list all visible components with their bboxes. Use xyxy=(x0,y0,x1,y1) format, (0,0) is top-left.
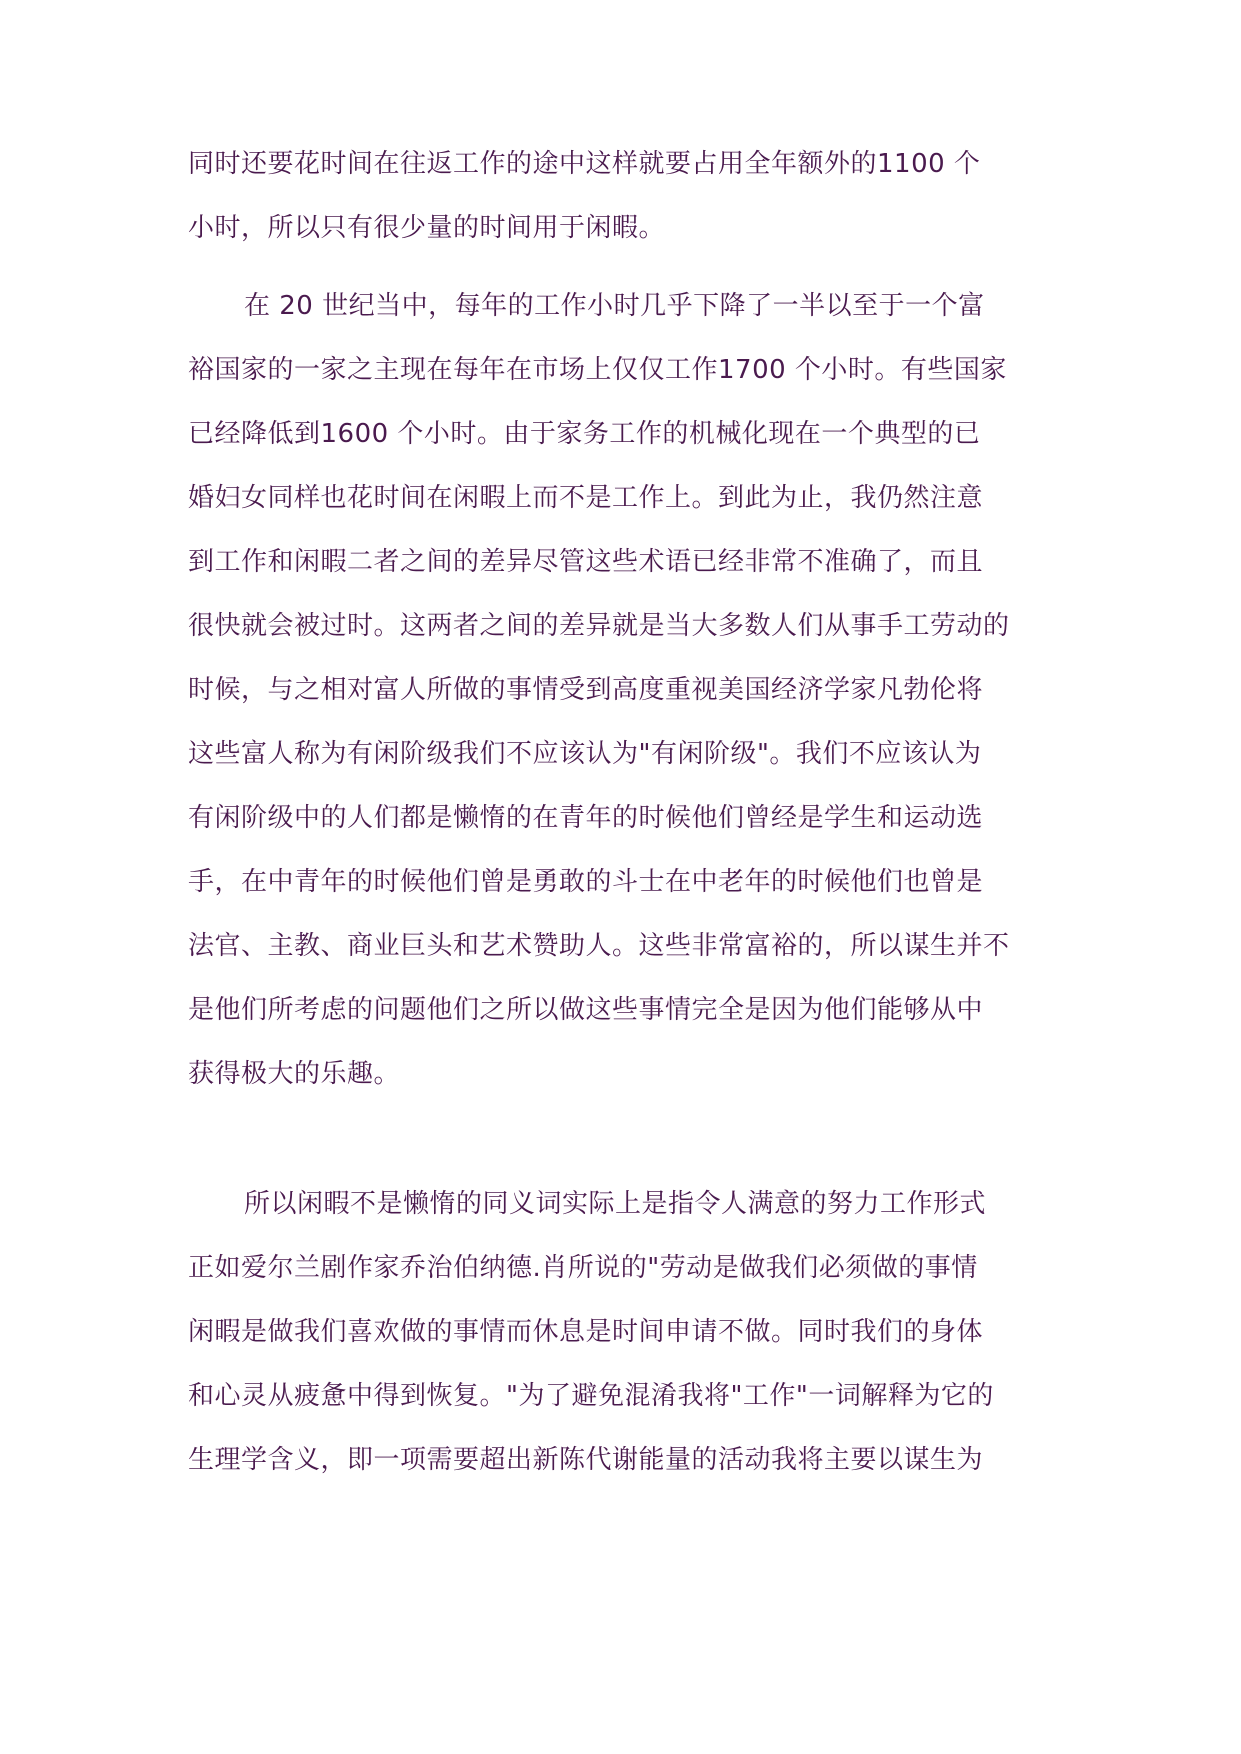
text-line: 同时还要花时间在往返工作的途中这样就要占用全年额外的1100 个 xyxy=(188,149,981,179)
paragraph-2 xyxy=(188,274,1068,1106)
text-line: 有闲阶级中的人们都是懒惰的在青年的时候他们曾经是学生和运动选 xyxy=(188,803,984,833)
text-line: 正如爱尔兰剧作家乔治伯纳德.肖所说的"劳动是做我们必须做的事情 xyxy=(188,1253,978,1283)
text-line: 在 20 世纪当中，每年的工作小时几乎下降了一半以至于一个富 xyxy=(244,291,985,321)
text-line: 很快就会被过时。这两者之间的差异就是当大多数人们从事手工劳动的 xyxy=(188,611,1010,641)
text-line: 裕国家的一家之主现在每年在市场上仅仅工作1700 个小时。有些国家 xyxy=(188,355,1007,385)
text-line: 这些富人称为有闲阶级我们不应该认为"有闲阶级"。我们不应该认为 xyxy=(188,739,982,769)
paragraph-1 xyxy=(188,132,1068,260)
text-line: 生理学含义，即一项需要超出新陈代谢能量的活动我将主要以谋生为 xyxy=(188,1445,984,1475)
text-line: 已经降低到1600 个小时。由于家务工作的机械化现在一个典型的已 xyxy=(188,419,981,449)
paragraph-3 xyxy=(188,1172,1068,1492)
text-line: 婚妇女同样也花时间在闲暇上而不是工作上。到此为止，我仍然注意 xyxy=(188,483,984,513)
text-line: 时候，与之相对富人所做的事情受到高度重视美国经济学家凡勃伦将 xyxy=(188,675,984,705)
text-line: 所以闲暇不是懒惰的同义词实际上是指令人满意的努力工作形式 xyxy=(244,1189,987,1219)
text-line: 法官、主教、商业巨头和艺术赞助人。这些非常富裕的，所以谋生并不 xyxy=(188,931,1010,961)
text-line: 和心灵从疲惫中得到恢复。"为了避免混淆我将"工作"一词解释为它的 xyxy=(188,1381,994,1411)
text-line: 到工作和闲暇二者之间的差异尽管这些术语已经非常不准确了，而且 xyxy=(188,547,984,577)
text-line: 获得极大的乐趣。 xyxy=(188,1059,401,1089)
text-line: 是他们所考虑的问题他们之所以做这些事情完全是因为他们能够从中 xyxy=(188,995,984,1025)
text-line: 手，在中青年的时候他们曾是勇敢的斗士在中老年的时候他们也曾是 xyxy=(188,867,984,897)
text-line: 小时，所以只有很少量的时间用于闲暇。 xyxy=(188,213,666,243)
text-line: 闲暇是做我们喜欢做的事情而休息是时间申请不做。同时我们的身体 xyxy=(188,1317,984,1347)
